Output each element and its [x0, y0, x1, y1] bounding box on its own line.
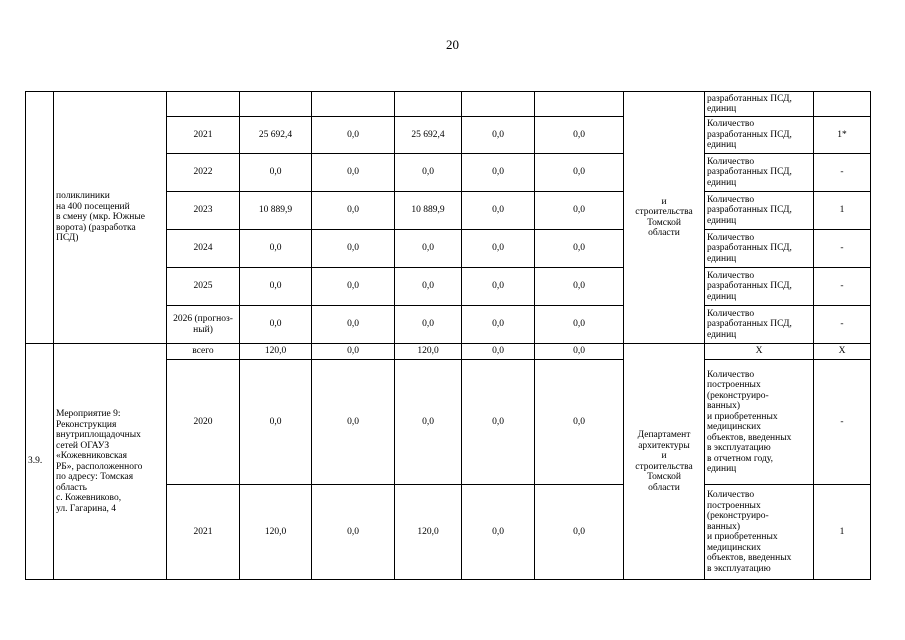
indicator-cell	[705, 268, 814, 306]
indicator-cell	[705, 360, 814, 485]
year-cell: 2025	[167, 268, 240, 306]
total-cell: 0,0	[240, 360, 312, 485]
extrabudget-cell: 0,0	[535, 154, 624, 192]
indicator-value-cell: 1	[814, 485, 871, 580]
indicator-value-cell	[814, 92, 871, 117]
executor-line: Томской	[647, 217, 681, 228]
indicator-value-cell: -	[814, 268, 871, 306]
federal-cell: 0,0	[312, 230, 395, 268]
item-name-line: с. Кожевниково,	[56, 493, 122, 503]
extrabudget-cell: 0,0	[535, 117, 624, 154]
local-cell: 0,0	[462, 117, 535, 154]
indicator-line: (реконструиро-	[707, 511, 769, 521]
item-name-line: «Кожевниковская	[56, 451, 128, 461]
page-number: 20	[446, 37, 459, 52]
federal-cell: 0,0	[312, 344, 395, 360]
indicator-cell	[705, 117, 814, 154]
local-cell: 0,0	[462, 268, 535, 306]
federal-cell: 0,0	[312, 192, 395, 230]
indicator-line: объектов, введенных	[707, 553, 792, 563]
year-cell: 2026 (прогноз-ный)	[167, 306, 240, 344]
indicator-line: разработанных ПСД,	[707, 167, 792, 178]
item-name-line: на 400 посещений	[56, 201, 130, 212]
executor-line: архитектуры	[638, 440, 690, 451]
total-cell: 0,0	[240, 154, 312, 192]
local-cell: 0,0	[462, 230, 535, 268]
indicator-line: разработанных ПСД,	[707, 243, 792, 254]
local-cell: 0,0	[462, 344, 535, 360]
indicator-line: Количество	[707, 232, 755, 243]
total-cell: 0,0	[240, 306, 312, 344]
local-cell: 0,0	[462, 485, 535, 580]
extrabudget-cell: 0,0	[535, 306, 624, 344]
indicator-line: Количество	[707, 490, 755, 500]
indicator-value-cell: -	[814, 360, 871, 485]
table-row	[26, 344, 871, 360]
year-cell: 2021	[167, 117, 240, 154]
indicator-line: и приобретенных	[707, 532, 778, 542]
extrabudget-cell: 0,0	[535, 344, 624, 360]
indicator-line: медицинских	[707, 542, 761, 553]
indicator-line: Количество	[707, 119, 755, 130]
federal-cell: 0,0	[312, 485, 395, 580]
indicator-cell	[705, 230, 814, 268]
local-cell: 0,0	[462, 360, 535, 485]
extrabudget-cell: 0,0	[535, 485, 624, 580]
regional-cell: 120,0	[395, 485, 462, 580]
executor-line: области	[648, 482, 680, 493]
year-cell: 2024	[167, 230, 240, 268]
indicator-line: единиц	[707, 215, 737, 226]
regional-cell: 0,0	[395, 154, 462, 192]
executor-line: строительства	[635, 461, 693, 472]
executor-line: области	[648, 228, 680, 238]
indicator-line: единиц	[707, 253, 737, 264]
indicator-line: разработанных ПСД,	[707, 93, 792, 104]
indicator-cell	[705, 192, 814, 230]
federal-cell: 0,0	[312, 306, 395, 344]
indicator-line: в эксплуатацию	[707, 563, 771, 574]
regional-cell: 0,0	[395, 268, 462, 306]
total-cell: 120,0	[240, 344, 312, 360]
total-cell: 120,0	[240, 485, 312, 580]
year-cell	[167, 92, 240, 117]
item-name-line: по адресу: Томская	[56, 472, 134, 482]
indicator-line: ванных)	[707, 401, 741, 411]
item-name	[54, 92, 167, 344]
year-cell: 2020	[167, 360, 240, 485]
year-cell: 2021	[167, 485, 240, 580]
item-name-line: поликлиники	[56, 191, 110, 202]
extrabudget-cell: 0,0	[535, 360, 624, 485]
executor-line: и	[661, 451, 667, 461]
indicator-line: единиц	[707, 291, 737, 302]
item-number	[26, 92, 54, 344]
indicator-line: объектов, введенных	[707, 432, 792, 443]
total-cell: 0,0	[240, 230, 312, 268]
item-name-line: внутриплощадочных	[56, 430, 141, 440]
indicator-value-cell: -	[814, 306, 871, 344]
indicator-value-cell: 1*	[814, 117, 871, 154]
regional-cell	[395, 92, 462, 117]
extrabudget-cell: 0,0	[535, 192, 624, 230]
extrabudget-cell	[535, 92, 624, 117]
indicator-cell	[705, 344, 814, 360]
indicator-line: построенных	[707, 500, 761, 511]
item-name-line: сетей ОГАУЗ	[56, 440, 110, 451]
indicator-value-cell: 1	[814, 192, 871, 230]
year-cell: 2022	[167, 154, 240, 192]
indicator-cell	[705, 306, 814, 344]
table-row	[26, 92, 871, 117]
indicator-line: единиц	[707, 140, 737, 151]
item-number: 3.9.	[26, 344, 54, 580]
federal-cell	[312, 92, 395, 117]
indicator-value-cell: X	[814, 344, 871, 360]
total-cell: 0,0	[240, 268, 312, 306]
indicator-line: в эксплуатацию	[707, 443, 771, 453]
year-cell: всего	[167, 344, 240, 360]
item-name-line: ул. Гагарина, 4	[56, 503, 117, 514]
extrabudget-cell: 0,0	[535, 230, 624, 268]
local-cell	[462, 92, 535, 117]
item-name-line: ворота) (разработка	[56, 222, 136, 233]
indicator-line: разработанных ПСД,	[707, 319, 792, 330]
item-name-line: в смену (мкр. Южные	[56, 212, 145, 223]
executor-line: Департамент	[637, 430, 691, 440]
indicator-cell	[705, 92, 814, 117]
indicator-line: построенных	[707, 380, 761, 390]
item-name	[54, 344, 167, 580]
federal-cell: 0,0	[312, 154, 395, 192]
regional-cell: 0,0	[395, 360, 462, 485]
indicator-value-cell: -	[814, 154, 871, 192]
regional-cell: 25 692,4	[395, 117, 462, 154]
indicator-value-cell: -	[814, 230, 871, 268]
regional-cell: 120,0	[395, 344, 462, 360]
indicator-cell	[705, 485, 814, 580]
item-name-line: Мероприятие 9:	[56, 409, 121, 419]
federal-cell: 0,0	[312, 268, 395, 306]
indicator-line: медицинских	[707, 422, 761, 432]
total-cell: 10 889,9	[240, 192, 312, 230]
regional-cell: 0,0	[395, 306, 462, 344]
executor-cell	[624, 344, 705, 580]
indicator-line: Количество	[707, 308, 755, 319]
indicator-line: ванных)	[707, 521, 741, 532]
regional-cell: 10 889,9	[395, 192, 462, 230]
indicator-line: разработанных ПСД,	[707, 205, 792, 216]
total-cell	[240, 92, 312, 117]
regional-cell: 0,0	[395, 230, 462, 268]
executor-line: и	[661, 196, 667, 207]
indicator-line: (реконструиро-	[707, 390, 769, 401]
executor-cell	[624, 92, 705, 344]
local-cell: 0,0	[462, 154, 535, 192]
federal-cell: 0,0	[312, 360, 395, 485]
indicator-line: и приобретенных	[707, 411, 778, 422]
local-cell: 0,0	[462, 192, 535, 230]
indicator-line: в отчетном году,	[707, 453, 773, 464]
executor-line: Томской	[647, 472, 681, 482]
indicator-line: единиц	[707, 177, 737, 188]
indicator-line: единиц	[707, 464, 737, 474]
federal-cell: 0,0	[312, 117, 395, 154]
item-name-line: ПСД)	[56, 233, 79, 244]
indicator-line: Количество	[707, 369, 755, 380]
total-cell: 25 692,4	[240, 117, 312, 154]
item-name-line: область	[56, 482, 88, 493]
local-cell: 0,0	[462, 306, 535, 344]
indicator-line: единиц	[707, 104, 737, 114]
year-cell: 2023	[167, 192, 240, 230]
executor-line: строительства	[635, 207, 693, 217]
extrabudget-cell: 0,0	[535, 268, 624, 306]
program-table	[25, 91, 871, 580]
indicator-line: Количество	[707, 270, 755, 281]
indicator-cell	[705, 154, 814, 192]
indicator-line: разработанных ПСД,	[707, 129, 792, 140]
item-name-line: Реконструкция	[56, 419, 117, 430]
indicator-line: Количество	[707, 194, 755, 205]
indicator-line: единиц	[707, 329, 737, 340]
indicator-line: Количество	[707, 156, 755, 167]
indicator-line: X	[755, 346, 763, 357]
indicator-line: разработанных ПСД,	[707, 281, 792, 292]
item-name-line: РБ», расположенного	[56, 461, 143, 472]
